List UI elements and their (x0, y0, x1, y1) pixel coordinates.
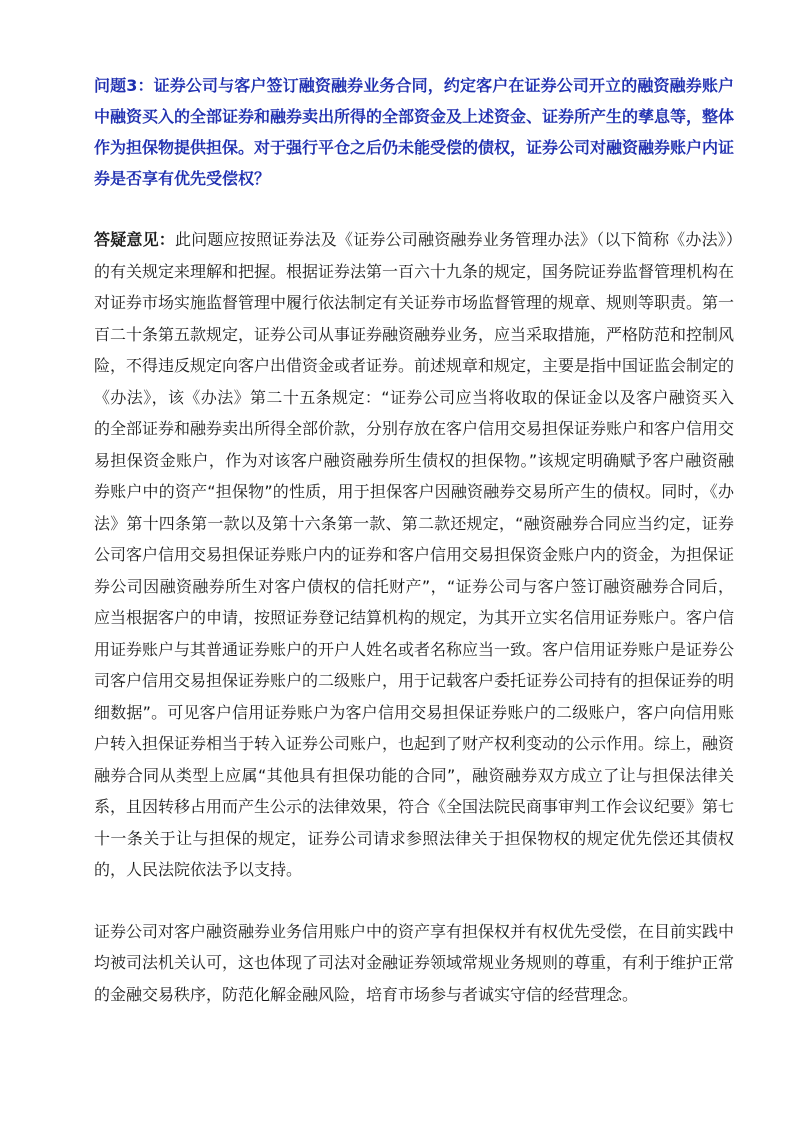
answer-paragraph (94, 224, 734, 886)
document-page (94, 70, 734, 1010)
answer-label: 答疑意见： (94, 230, 175, 249)
question-paragraph (94, 70, 734, 194)
closing-paragraph (94, 916, 734, 1011)
answer-text: 此问题应按照证券法及《证券公司融资融券业务管理办法》（以下简称《办法》）的有关规定来理解和把握。根据证券法第一百六十九条的规定，国务院证券监督管理机构在对证券市场实施监督管理中履行依法制定有关证券市场监督管理的规章、规则等职责。第一百二十条第五款规定，证券公司从事证券融资融券业务，应当采取措施，严格防范和控制风险，不得违反规定向客户出借资金或者证券。前述规章和规定，主要是指中国证监会制定的《办法》，该《办法》第二十五条规定：“证券公司应当将收取的保证金以及客户融资买入的全部证券和融券卖出所得全部价款，分别存放在客户信用交易担保证券账户和客户信用交易担保资金账户，作为对该客户融资融券所生债权的担保物。”该规定明确赋予客户融资融券账户中的资产“担保物”的性质，用于担保客户因融资融券交易所产生的债权。同时，《办法》第十四条第一款以及第十六条第一款、第二款还规定，“融资融券合同应当约定，证券公司客户信用交易担保证券账户内的证券和客户信用交易担保资金账户内的资金，为担保证券公司因融资融券所生对客户债权的信托财产”，“证券公司与客户签订融资融券合同后，应当根据客户的申请，按照证券登记结算机构的规定，为其开立实名信用证券账户。客户信用证券账户与其普通证券账户的开户人姓名或者名称应当一致。客户信用证券账户是证券公司客户信用交易担保证券账户的二级账户，用于记载客户委托证券公司持有的担保证券的明细数据”。可见客户信用证券账户为客户信用交易担保证券账户的二级账户，客户向信用账户转入担保证券相当于转入证券公司账户，也起到了财产权利变动的公示作用。综上，融资融券合同从类型上应属“其他具有担保功能的合同”，融资融券双方成立了让与担保法律关系，且因转移占用而产生公示的法律效果，符合《全国法院民商事审判工作会议纪要》第七十一条关于让与担保的规定，证券公司请求参照法律关于担保物权的规定优先偿还其债权的，人民法院依法予以支持。 (94, 230, 735, 879)
question-text: 证券公司与客户签订融资融券业务合同，约定客户在证券公司开立的融资融券账户中融资买入的全部证券和融券卖出所得的全部资金及上述资金、证券所产生的孳息等，整体作为担保物提供担保。对于强行平仓之后仍未能受偿的债权，证券公司对融资融券账户内证券是否享有优先受偿权？ (94, 76, 735, 188)
closing-text: 证券公司对客户融资融券业务信用账户中的资产享有担保权并有权优先受偿，在目前实践中均被司法机关认可，这也体现了司法对金融证券领域常规业务规则的尊重，有利于维护正常的金融交易秩序，防范化解金融风险，培育市场参与者诚实守信的经营理念。 (94, 921, 735, 1004)
question-label: 问题3： (94, 76, 154, 95)
